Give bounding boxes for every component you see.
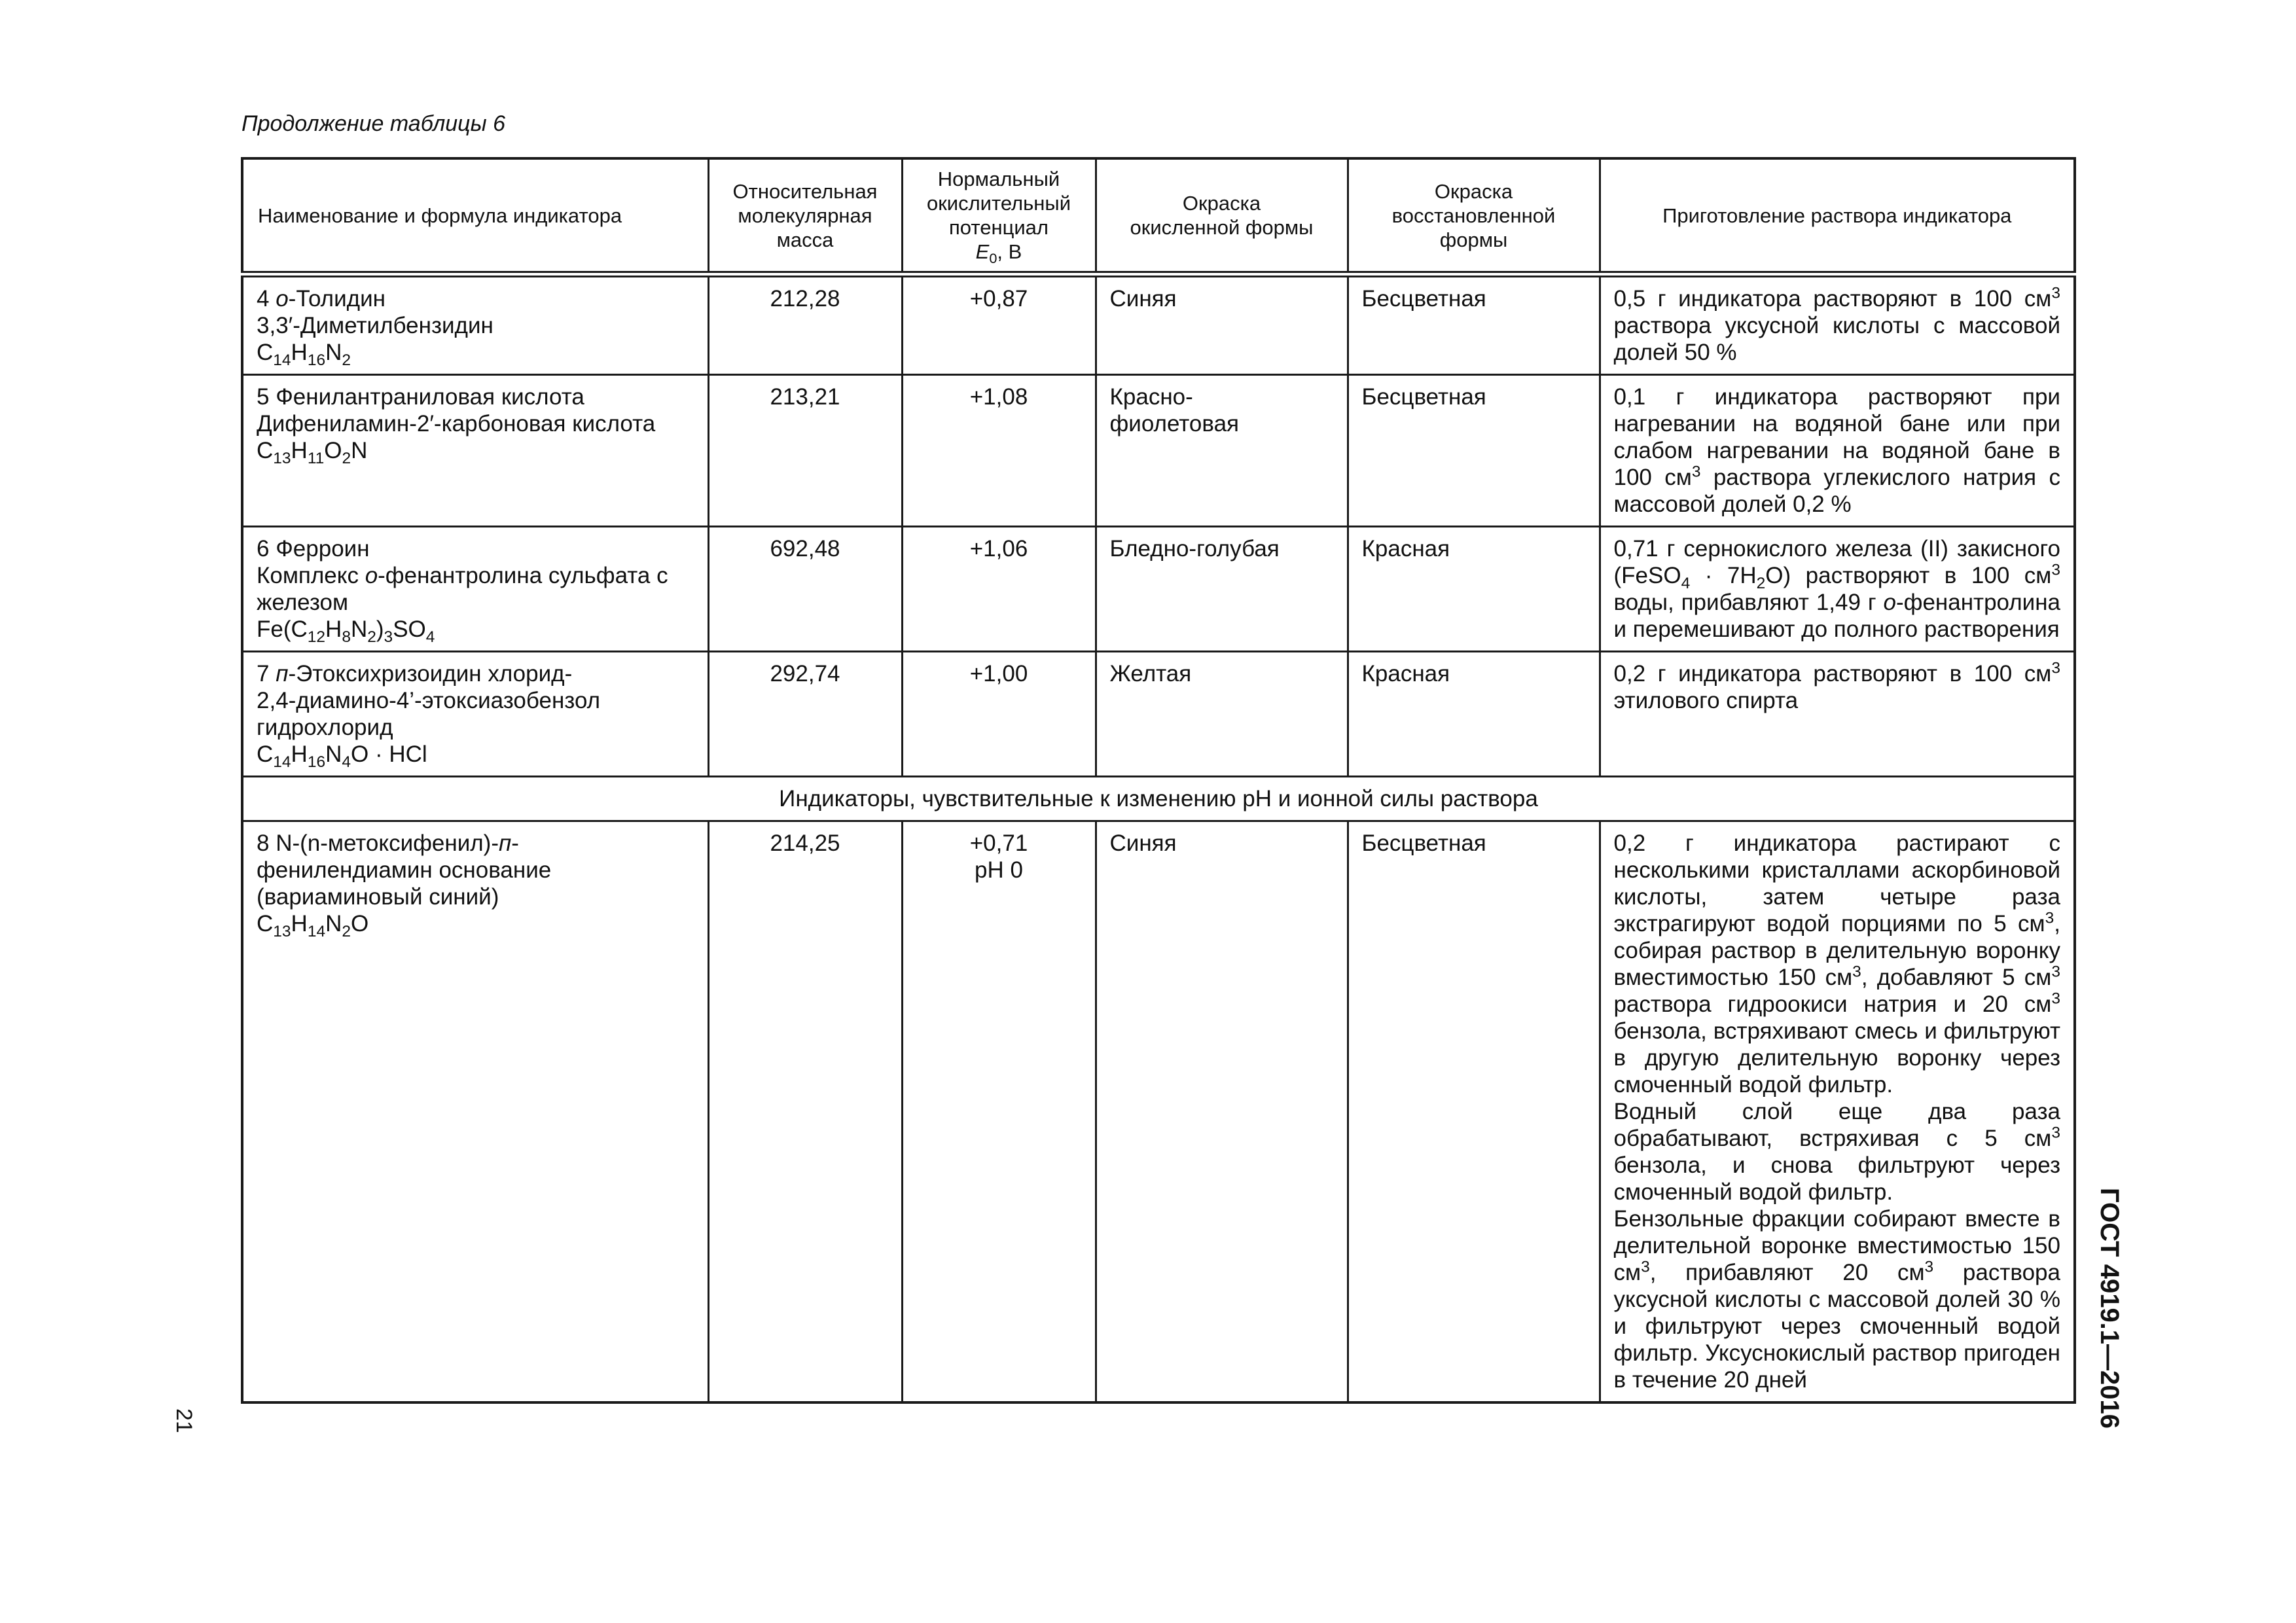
mass-cell: 213,21 (708, 375, 902, 527)
header-reduced: Окраска восстановленной формы (1348, 158, 1600, 274)
table-row (242, 527, 2075, 652)
potential-cell: +1,00 (902, 652, 1096, 777)
potential-cell: +0,71 pH 0 (902, 821, 1096, 1403)
oxidized-color-cell: Красно- фиолетовая (1096, 375, 1348, 527)
document-code: ГОСТ 4919.1—2016 (2095, 1188, 2124, 1429)
table-row (242, 375, 2075, 527)
indicator-name-cell: 4 о-Толидин 3,3′-Диметилбензидин $C_{14}H_{16}N_2$ (242, 274, 708, 375)
table-row (242, 821, 2075, 1403)
oxidized-color-cell: Бледно-голубая (1096, 527, 1348, 652)
oxidized-color-cell: Синяя (1096, 821, 1348, 1403)
formula: $C_{13}H_{14}N_2O$ (257, 911, 369, 940)
potential-cell: +1,06 (902, 527, 1096, 652)
reduced-color-cell: Красная (1348, 652, 1600, 777)
formula: $C_{14}H_{16}N_4O$ · HCl (257, 741, 427, 771)
table-row (242, 652, 2075, 777)
indicator-name-cell: 8 N-(n-метоксифенил)-п-фенилендиамин основание (вариаминовый синий) $C_{13}H_{14}N_2O$ (242, 821, 708, 1403)
formula: $Fe(C_{12}H_8N_2)_3SO_4$ (257, 616, 435, 646)
table-row (242, 274, 2075, 375)
prep-cell: 0,1 г индикатора растворяют при нагревании на водяной бане или при слабом нагревании на водяной бане в 100 $см^3$ раствора углекислого натрия с массовой долей 0,2 % (1600, 375, 2075, 527)
potential-cell: +1,08 (902, 375, 1096, 527)
header-mass: Относительная молекулярная масса (708, 158, 902, 274)
mass-cell: 214,25 (708, 821, 902, 1403)
prep-cell (1600, 821, 2075, 1403)
table-caption: Продолжение таблицы 6 (242, 111, 505, 136)
reduced-color-cell: Бесцветная (1348, 375, 1600, 527)
header-oxidized: Окраска окисленной формы (1096, 158, 1348, 274)
prep-cell: 0,2 г индикатора растворяют в 100 $см^3$ этилового спирта (1600, 652, 2075, 777)
section-header-row (242, 777, 2075, 821)
prep-paragraph: Водный слой еще два раза обрабатывают, встряхивая с 5 $см^3$ бензола, и снова фильтруют через смоченный водой фильтр. (1613, 1099, 2060, 1205)
formula: $C_{14}H_{16}N_2$ (257, 340, 351, 369)
reduced-color-cell: Красная (1348, 527, 1600, 652)
indicator-table (241, 157, 2076, 1404)
indicator-name-cell: 7 п-Этоксихризоидин хлорид- 2,4-диамино-4’-этоксиазобензол гидрохлорид $C_{14}H_{16}N_4O$ · HCl (242, 652, 708, 777)
section-title: Индикаторы, чувствительные к изменению pH и ионной силы раствора (242, 777, 2075, 821)
oxidized-color-cell: Желтая (1096, 652, 1348, 777)
reduced-color-cell: Бесцветная (1348, 274, 1600, 375)
prep-paragraph: 0,2 г индикатора растирают с несколькими кристаллами аскорбиновой кислоты, затем четыре раза экстрагируют водой порциями по 5 $см^3$, собирая раствор в делительную воронку вместимостью 150 $см^3$, добавляют 5 $см^3$ раствора гидроокиси натрия и 20 $см^3$ бензола, встряхивают смесь и фильтруют в другую делительную воронку через смоченный водой фильтр. (1613, 830, 2061, 1097)
indicator-name-cell: 5 Фенилантраниловая кислота Дифениламин-2′-карбоновая кислота $C_{13}H_{11}O_2N$ (242, 375, 708, 527)
mass-cell: 292,74 (708, 652, 902, 777)
reduced-color-cell: Бесцветная (1348, 821, 1600, 1403)
indicator-name-cell: 6 Ферроин Комплекс о-фенантролина сульфата с железом $Fe(C_{12}H_8N_2)_3SO_4$ (242, 527, 708, 652)
mass-cell: 692,48 (708, 527, 902, 652)
formula: $C_{13}H_{11}O_2N$ (257, 438, 368, 467)
header-potential: Нормальный окислительный потенциал $E_0$, В (902, 158, 1096, 274)
page-number: 21 (171, 1408, 196, 1433)
table-header-row (242, 158, 2075, 274)
mass-cell: 212,28 (708, 274, 902, 375)
prep-cell: 0,5 г индикатора растворяют в 100 $см^3$ раствора уксусной кислоты с массовой долей 50 % (1600, 274, 2075, 375)
header-name: Наименование и формула индикатора (242, 158, 708, 274)
oxidized-color-cell: Синяя (1096, 274, 1348, 375)
potential-cell: +0,87 (902, 274, 1096, 375)
prep-cell: 0,71 г сернокислого железа (II) закисного (FeSO$_4$ · $7H_2O$) растворяют в 100 $см^3$ воды, прибавляют 1,49 г о-фенантролина и перемешивают до полного растворения (1600, 527, 2075, 652)
prep-paragraph: Бензольные фракции собирают вместе в делительной воронке вместимостью 150 $см^3$, прибавляют 20 $см^3$ раствора уксусной кислоты с массовой долей 30 % и фильтруют через смоченный водой фильтр. Уксуснокислый раствор пригоден в течение 20 дней (1613, 1206, 2060, 1393)
header-prep: Приготовление раствора индикатора (1600, 158, 2075, 274)
